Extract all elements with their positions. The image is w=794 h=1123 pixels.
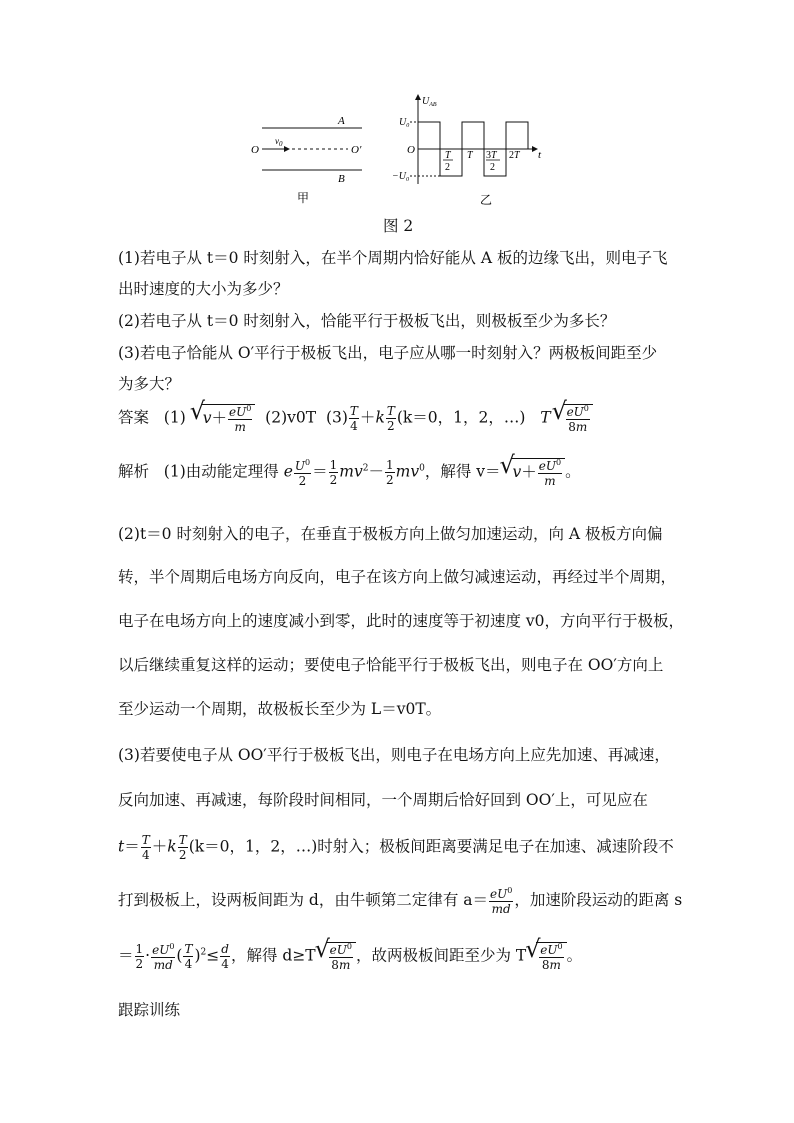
- tick-half-t-num: T: [445, 150, 451, 161]
- tick-3half-t-num: 3T: [486, 150, 497, 161]
- axis-y-label: $U_{AB}$: [422, 96, 437, 108]
- analysis-label: 解析: [118, 462, 150, 481]
- analysis-1-tail: ，解得 v＝: [424, 462, 501, 481]
- arrow-head: [284, 146, 290, 152]
- tick-3half-t-den: 2: [490, 162, 495, 173]
- analysis-3-line-4-b: ，加速阶段运动的距离 s: [514, 891, 683, 909]
- analysis-3-line-4-a: 打到极板上，设两板间距为 d，由牛顿第二定律有 a＝: [118, 891, 489, 909]
- figure-jia: [240, 110, 380, 210]
- analysis-1-text: (1)由动能定理得: [163, 462, 279, 481]
- answer-3-prefix: (3): [325, 408, 348, 427]
- analysis-3-sqrt-2: √ $\frac{eU^0}{8m}$: [536, 942, 566, 971]
- question-3-line-1: (3)若电子恰能从 O′平行于极板飞出，电子应从哪一时刻射入？两极板间距至少: [118, 344, 658, 362]
- answer-label: 答案: [118, 408, 150, 427]
- answer-line: 答案 (1) √ v＋ $\frac{eU^0}{m}$ (2)v0T (3) $\frac{T}{4}$ ＋k $\frac{T}{2}$ (k＝0，1，2，…) T √ $\frac{eU^0}{8m}$: [118, 404, 593, 433]
- question-1-line-2: 出时速度的大小为多少？: [118, 280, 289, 298]
- analysis-2-line-3: 电子在电场方向上的速度减小到零，此时的速度等于初速度 v0，方向平行于极板，: [118, 612, 685, 630]
- neg-u0-label: $-U_0$: [392, 171, 409, 183]
- tracking-heading: 跟踪训练: [118, 1001, 181, 1019]
- answer-4-sqrt: √ $\frac{eU^0}{8m}$: [563, 404, 593, 433]
- analysis-1-sqrt: √ v＋ $\frac{eU^0}{m}$: [511, 458, 566, 487]
- answer-1-prefix: (1): [163, 408, 186, 427]
- y-axis-arrow: [415, 94, 421, 100]
- tick-t: T: [467, 150, 473, 161]
- figure-title: 图 2: [383, 217, 414, 235]
- label-b: B: [338, 173, 345, 185]
- label-a: A: [338, 115, 345, 127]
- label-o-prime: O′: [351, 144, 362, 156]
- analysis-3-line-2: 反向加速、再减速，每阶段时间相同，一个周期后恰好回到 OO′上，可见应在: [118, 791, 648, 809]
- caption-jia: 甲: [297, 191, 310, 205]
- answer-3-tail: (k＝0，1，2，…): [396, 408, 526, 427]
- question-3-line-2: 为多大？: [118, 375, 181, 393]
- analysis-2-line-4: 以后继续重复这样的运动；要使电子恰能平行于极板飞出，则电子在 OO′方向上: [118, 656, 664, 674]
- tick-2t: 2T: [509, 150, 520, 161]
- figure-yi: [390, 92, 555, 212]
- origin-label: O: [407, 144, 415, 156]
- analysis-2-line-1: (2)t＝0 时刻射入的电子，在垂直于极板方向上做匀加速运动，向 A 极板方向偏: [118, 525, 663, 543]
- label-v0: $v_0$: [275, 136, 283, 148]
- t-axis-label: t: [538, 149, 542, 161]
- label-o: O: [251, 144, 259, 156]
- analysis-3-line-3: t＝ $\frac{T}{4}$ ＋k $\frac{T}{2}$ (k＝0，1，2，…)时射入；极板间距离要满足电子在加速、减速阶段不: [118, 833, 674, 862]
- analysis-3-line-1: (3)若要使电子从 OO′平行于极板飞出，则电子在电场方向上应先加速、再减速，: [118, 746, 670, 764]
- analysis-3-line-3-tail: (k＝0，1，2，…)时射入；极板间距离要满足电子在加速、减速阶段不: [188, 837, 674, 856]
- analysis-3-line-5-end: 。: [566, 946, 583, 965]
- u0-label: $U_0$: [399, 117, 410, 129]
- answer-2: (2)v0T: [265, 408, 317, 427]
- analysis-3-line-5: ＝ $\frac{1}{2}$ · $\frac{eU^0}{md}$ ( $\frac{T}{4}$ )$^2$≤ $\frac{d}{4}$ ，解得 d≥T √ $\frac{eU^0}{8m}$ ，故两极板间距至少为 T √ $\frac{eU^0}{8m}$ 。: [118, 942, 582, 971]
- caption-yi: 乙: [480, 193, 493, 207]
- tick-half-t-den: 2: [445, 162, 450, 173]
- analysis-2-line-2: 转，半个周期后电场方向反向，电子在该方向上做匀减速运动，再经过半个周期，: [118, 568, 677, 586]
- analysis-3-line-5-a: ，解得 d≥T: [230, 946, 316, 965]
- answer-1-sqrt: √ v＋ $\frac{eU^0}{m}$: [201, 404, 256, 433]
- analysis-2-line-5: 至少运动一个周期，故极板长至少为 L＝v0T。: [118, 700, 442, 718]
- question-2: (2)若电子从 t＝0 时刻射入，恰能平行于极板飞出，则极板至少为多长？: [118, 312, 616, 330]
- analysis-3-line-5-b: ，故两极板间距至少为 T: [355, 946, 527, 965]
- analysis-3-sqrt-1: √ $\frac{eU^0}{8m}$: [326, 942, 356, 971]
- question-1-line-1: (1)若电子从 t＝0 时刻射入，在半个周期内恰好能从 A 板的边缘飞出，则电子飞: [118, 249, 668, 267]
- analysis-3-line-4: 打到极板上，设两板间距为 d，由牛顿第二定律有 a＝ $\frac{eU^0}{md}$ ，加速阶段运动的距离 s: [118, 886, 683, 916]
- analysis-1: 解析 (1)由动能定理得 e $\frac{U^0}{2}$ ＝ $\frac{1}{2}$ $mv^2-$ $\frac{1}{2}$ $mv^0$，解得 v＝√ v＋ $\frac{eU^0}{m}$ 。: [118, 458, 581, 487]
